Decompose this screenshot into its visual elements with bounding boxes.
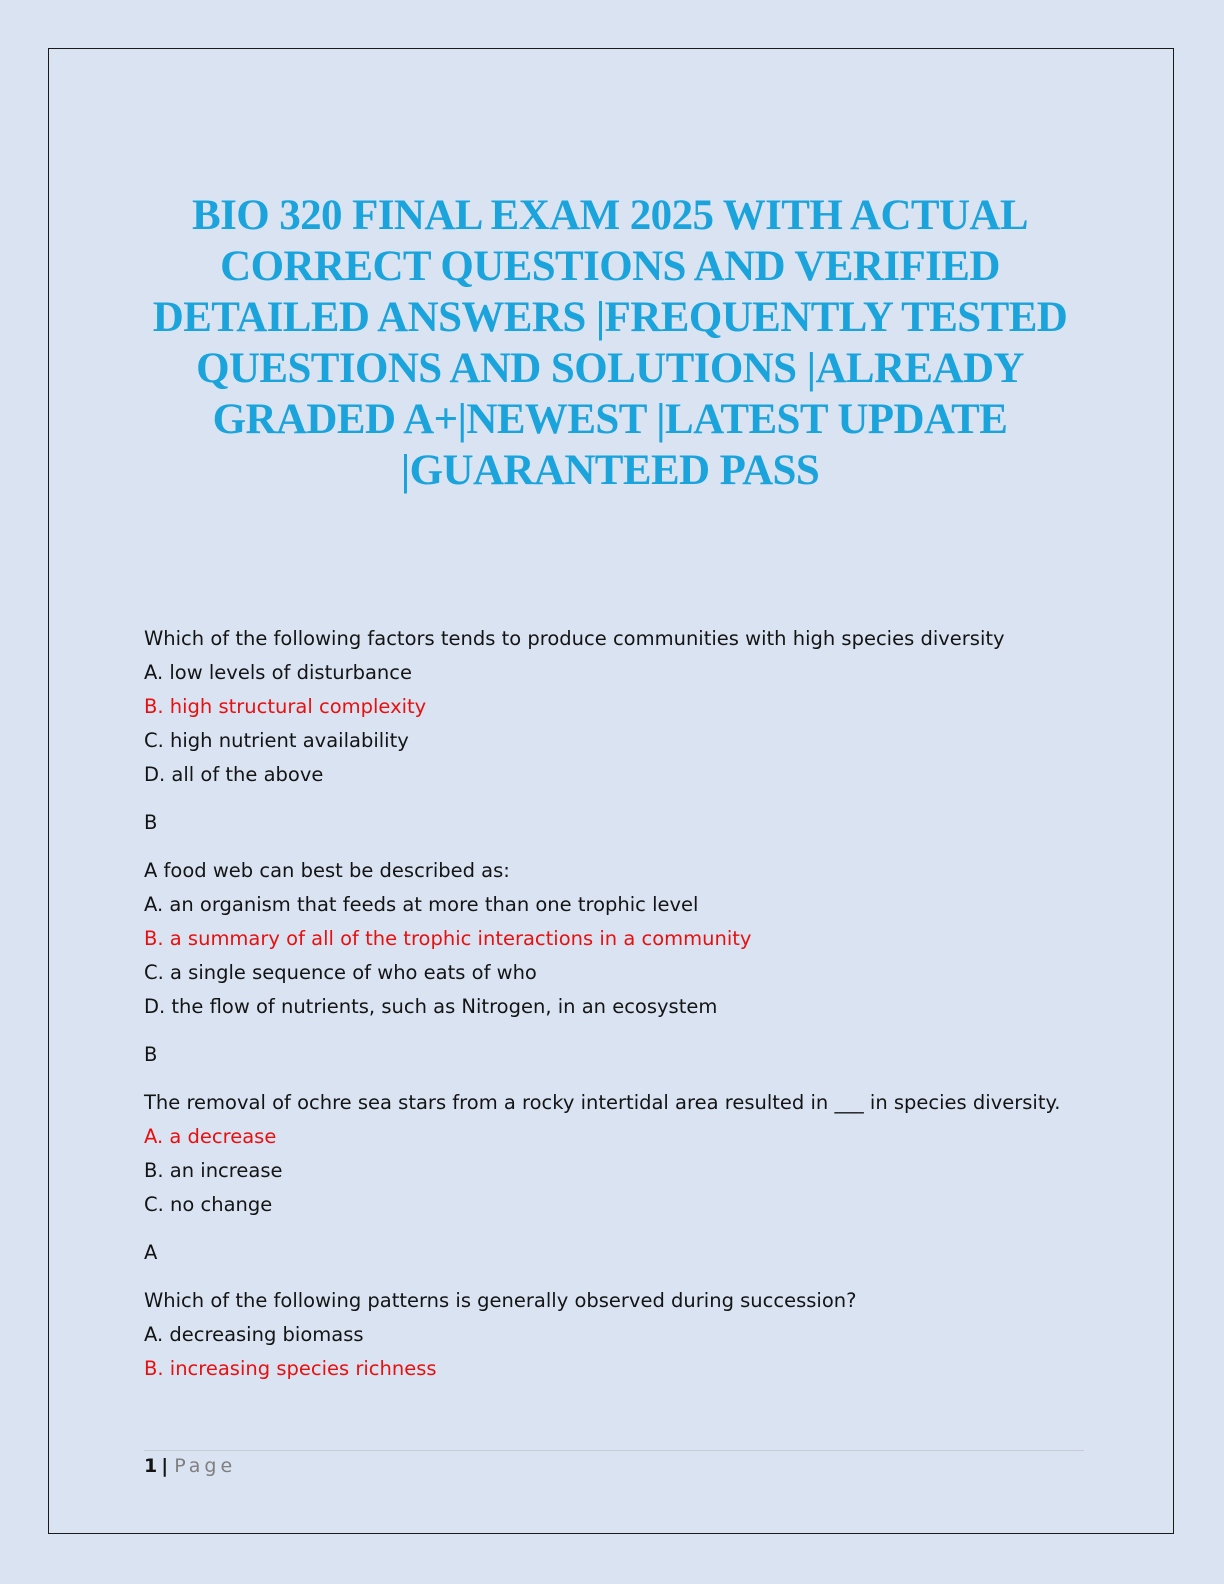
answer-option: D. the flow of nutrients, such as Nitrogen, in an ecosystem	[144, 995, 718, 1018]
title-line: DETAILED ANSWERS |FREQUENTLY TESTED	[152, 294, 1068, 341]
correct-option: A. a decrease	[144, 1125, 277, 1148]
correct-option: B. a summary of all of the trophic interactions in a community	[144, 927, 752, 950]
title-line: BIO 320 FINAL EXAM 2025 WITH ACTUAL	[192, 192, 1028, 239]
document-title	[100, 190, 1120, 496]
answer-option: D. all of the above	[144, 763, 324, 786]
answer-option: C. no change	[144, 1193, 273, 1216]
question-text: A food web can best be described as:	[144, 859, 510, 882]
answer-option: B. an increase	[144, 1159, 283, 1182]
correct-option: B. high structural complexity	[144, 695, 427, 718]
question-text: Which of the following factors tends to produce communities with high species diversity	[144, 627, 1005, 650]
page-word: Page	[174, 1455, 237, 1477]
title-line: CORRECT QUESTIONS AND VERIFIED	[220, 243, 1000, 290]
answer-option: A. decreasing biomass	[144, 1323, 364, 1346]
page-footer	[144, 1455, 236, 1477]
question-text: Which of the following patterns is generally observed during succession?	[144, 1289, 857, 1312]
answer-key: B	[144, 1043, 158, 1066]
question-text: The removal of ochre sea stars from a rocky intertidal area resulted in ___ in species diversity.	[144, 1091, 1061, 1114]
question-block	[144, 1284, 1124, 1386]
page-number: 1	[144, 1455, 158, 1477]
question-block	[144, 854, 1124, 1072]
answer-key: B	[144, 811, 158, 834]
question-block	[144, 1086, 1124, 1270]
title-line: GRADED A+|NEWEST |LATEST UPDATE	[212, 396, 1008, 443]
answer-key: A	[144, 1241, 158, 1264]
correct-option: B. increasing species richness	[144, 1357, 437, 1380]
title-line: |GUARANTEED PASS	[400, 447, 820, 494]
answer-option: A. low levels of disturbance	[144, 661, 412, 684]
answer-option: A. an organism that feeds at more than one trophic level	[144, 893, 699, 916]
answer-option: C. high nutrient availability	[144, 729, 409, 752]
answer-option: C. a single sequence of who eats of who	[144, 961, 537, 984]
title-line: QUESTIONS AND SOLUTIONS |ALREADY	[196, 345, 1024, 392]
footer-separator: |	[161, 1455, 169, 1477]
question-list	[144, 622, 1124, 1386]
question-block	[144, 622, 1124, 840]
footer-divider	[144, 1450, 1084, 1451]
